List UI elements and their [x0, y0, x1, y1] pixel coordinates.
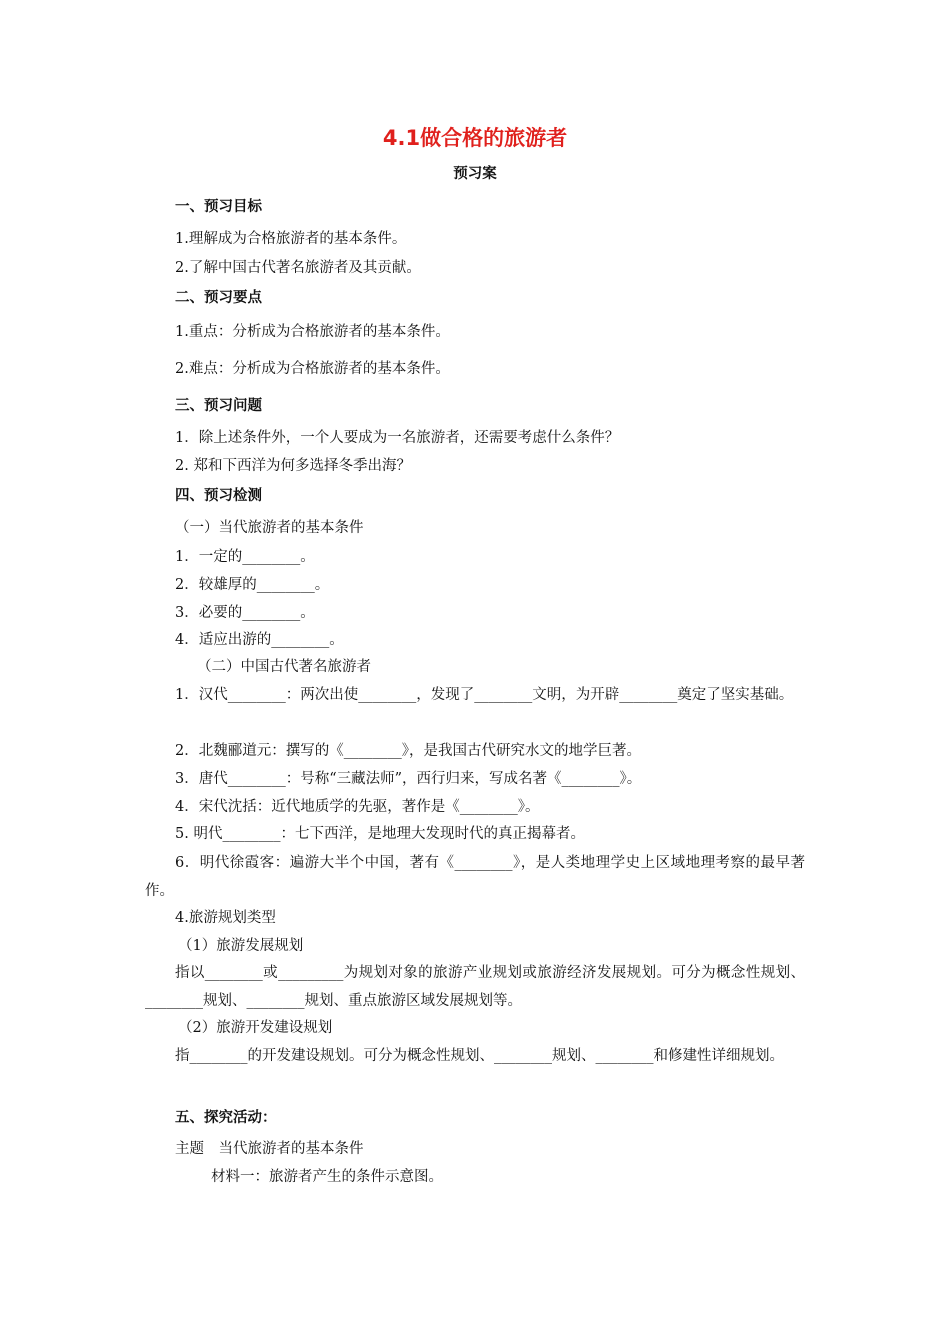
subsection-heading-planning: 4.旅游规划类型: [175, 910, 276, 926]
question-item: 2. 郑和下西洋为何多选择冬季出海？: [175, 458, 411, 474]
planning-paragraph: 指________的开发建设规划。可分为概念性规划、________规划、________和修建性详细规划。: [175, 1048, 784, 1064]
subsection-heading-conditions: （一）当代旅游者的基本条件: [175, 520, 364, 536]
question-item: 1．除上述条件外，一个人要成为一名旅游者，还需要考虑什么条件？: [175, 430, 620, 446]
doc-title: 4.1做合格的旅游者: [382, 126, 568, 150]
goal-item: 2.了解中国古代著名旅游者及其贡献。: [175, 260, 421, 276]
fill-blank-item: 2．较雄厚的________。: [175, 577, 330, 593]
fill-blank-item: 2．北魏郦道元：撰写的《________》，是我国古代研究水文的地学巨著。: [175, 743, 641, 759]
fill-blank-item: 3．必要的________。: [175, 605, 315, 621]
fill-blank-item: 5. 明代________：七下西洋，是地理大发现时代的真正揭幕者。: [175, 826, 585, 842]
subsection-heading-ancient-travelers: （二）中国古代著名旅游者: [197, 659, 371, 675]
section-heading-activity: 五、探究活动：: [175, 1110, 277, 1126]
section-heading-key-points: 二、预习要点: [175, 290, 262, 306]
planning-paragraph: 指以________或_________为规划对象的旅游产业规划或旅游经济发展规划。可分为概念性规划、________规划、________规划、重点旅游区域发展规划等。: [145, 965, 805, 1009]
activity-material: 材料一：旅游者产生的条件示意图。: [211, 1169, 443, 1185]
fill-blank-item: 4．宋代沈括：近代地质学的先驱，著作是《________》。: [175, 799, 540, 815]
activity-topic: 主题 当代旅游者的基本条件: [175, 1141, 364, 1157]
section-heading-questions: 三、预习问题: [175, 398, 262, 414]
fill-blank-item: 4．适应出游的________。: [175, 632, 344, 648]
fill-blank-item: 3．唐代________：号称“三藏法师”，西行归来，写成名著《________》。: [175, 771, 642, 787]
planning-type-heading: （1）旅游发展规划: [178, 938, 304, 954]
section-heading-check: 四、预习检测: [175, 488, 262, 504]
fill-blank-item: 1．一定的________。: [175, 549, 315, 565]
fill-blank-item: 6．明代徐霞客：遍游大半个中国，著有《________》，是人类地理学史上区域地理考察的最早著作。: [145, 855, 805, 899]
section-heading-goals: 一、预习目标: [175, 199, 262, 215]
key-point-item: 1.重点：分析成为合格旅游者的基本条件。: [175, 324, 450, 340]
fill-blank-item: 1．汉代________：两次出使________，发现了________文明，为开辟________奠定了坚实基础。: [175, 687, 794, 703]
key-point-item: 2.难点：分析成为合格旅游者的基本条件。: [175, 361, 450, 377]
planning-type-heading: （2）旅游开发建设规划: [178, 1020, 333, 1036]
doc-subtitle: 预习案: [453, 166, 497, 182]
goal-item: 1.理解成为合格旅游者的基本条件。: [175, 231, 407, 247]
